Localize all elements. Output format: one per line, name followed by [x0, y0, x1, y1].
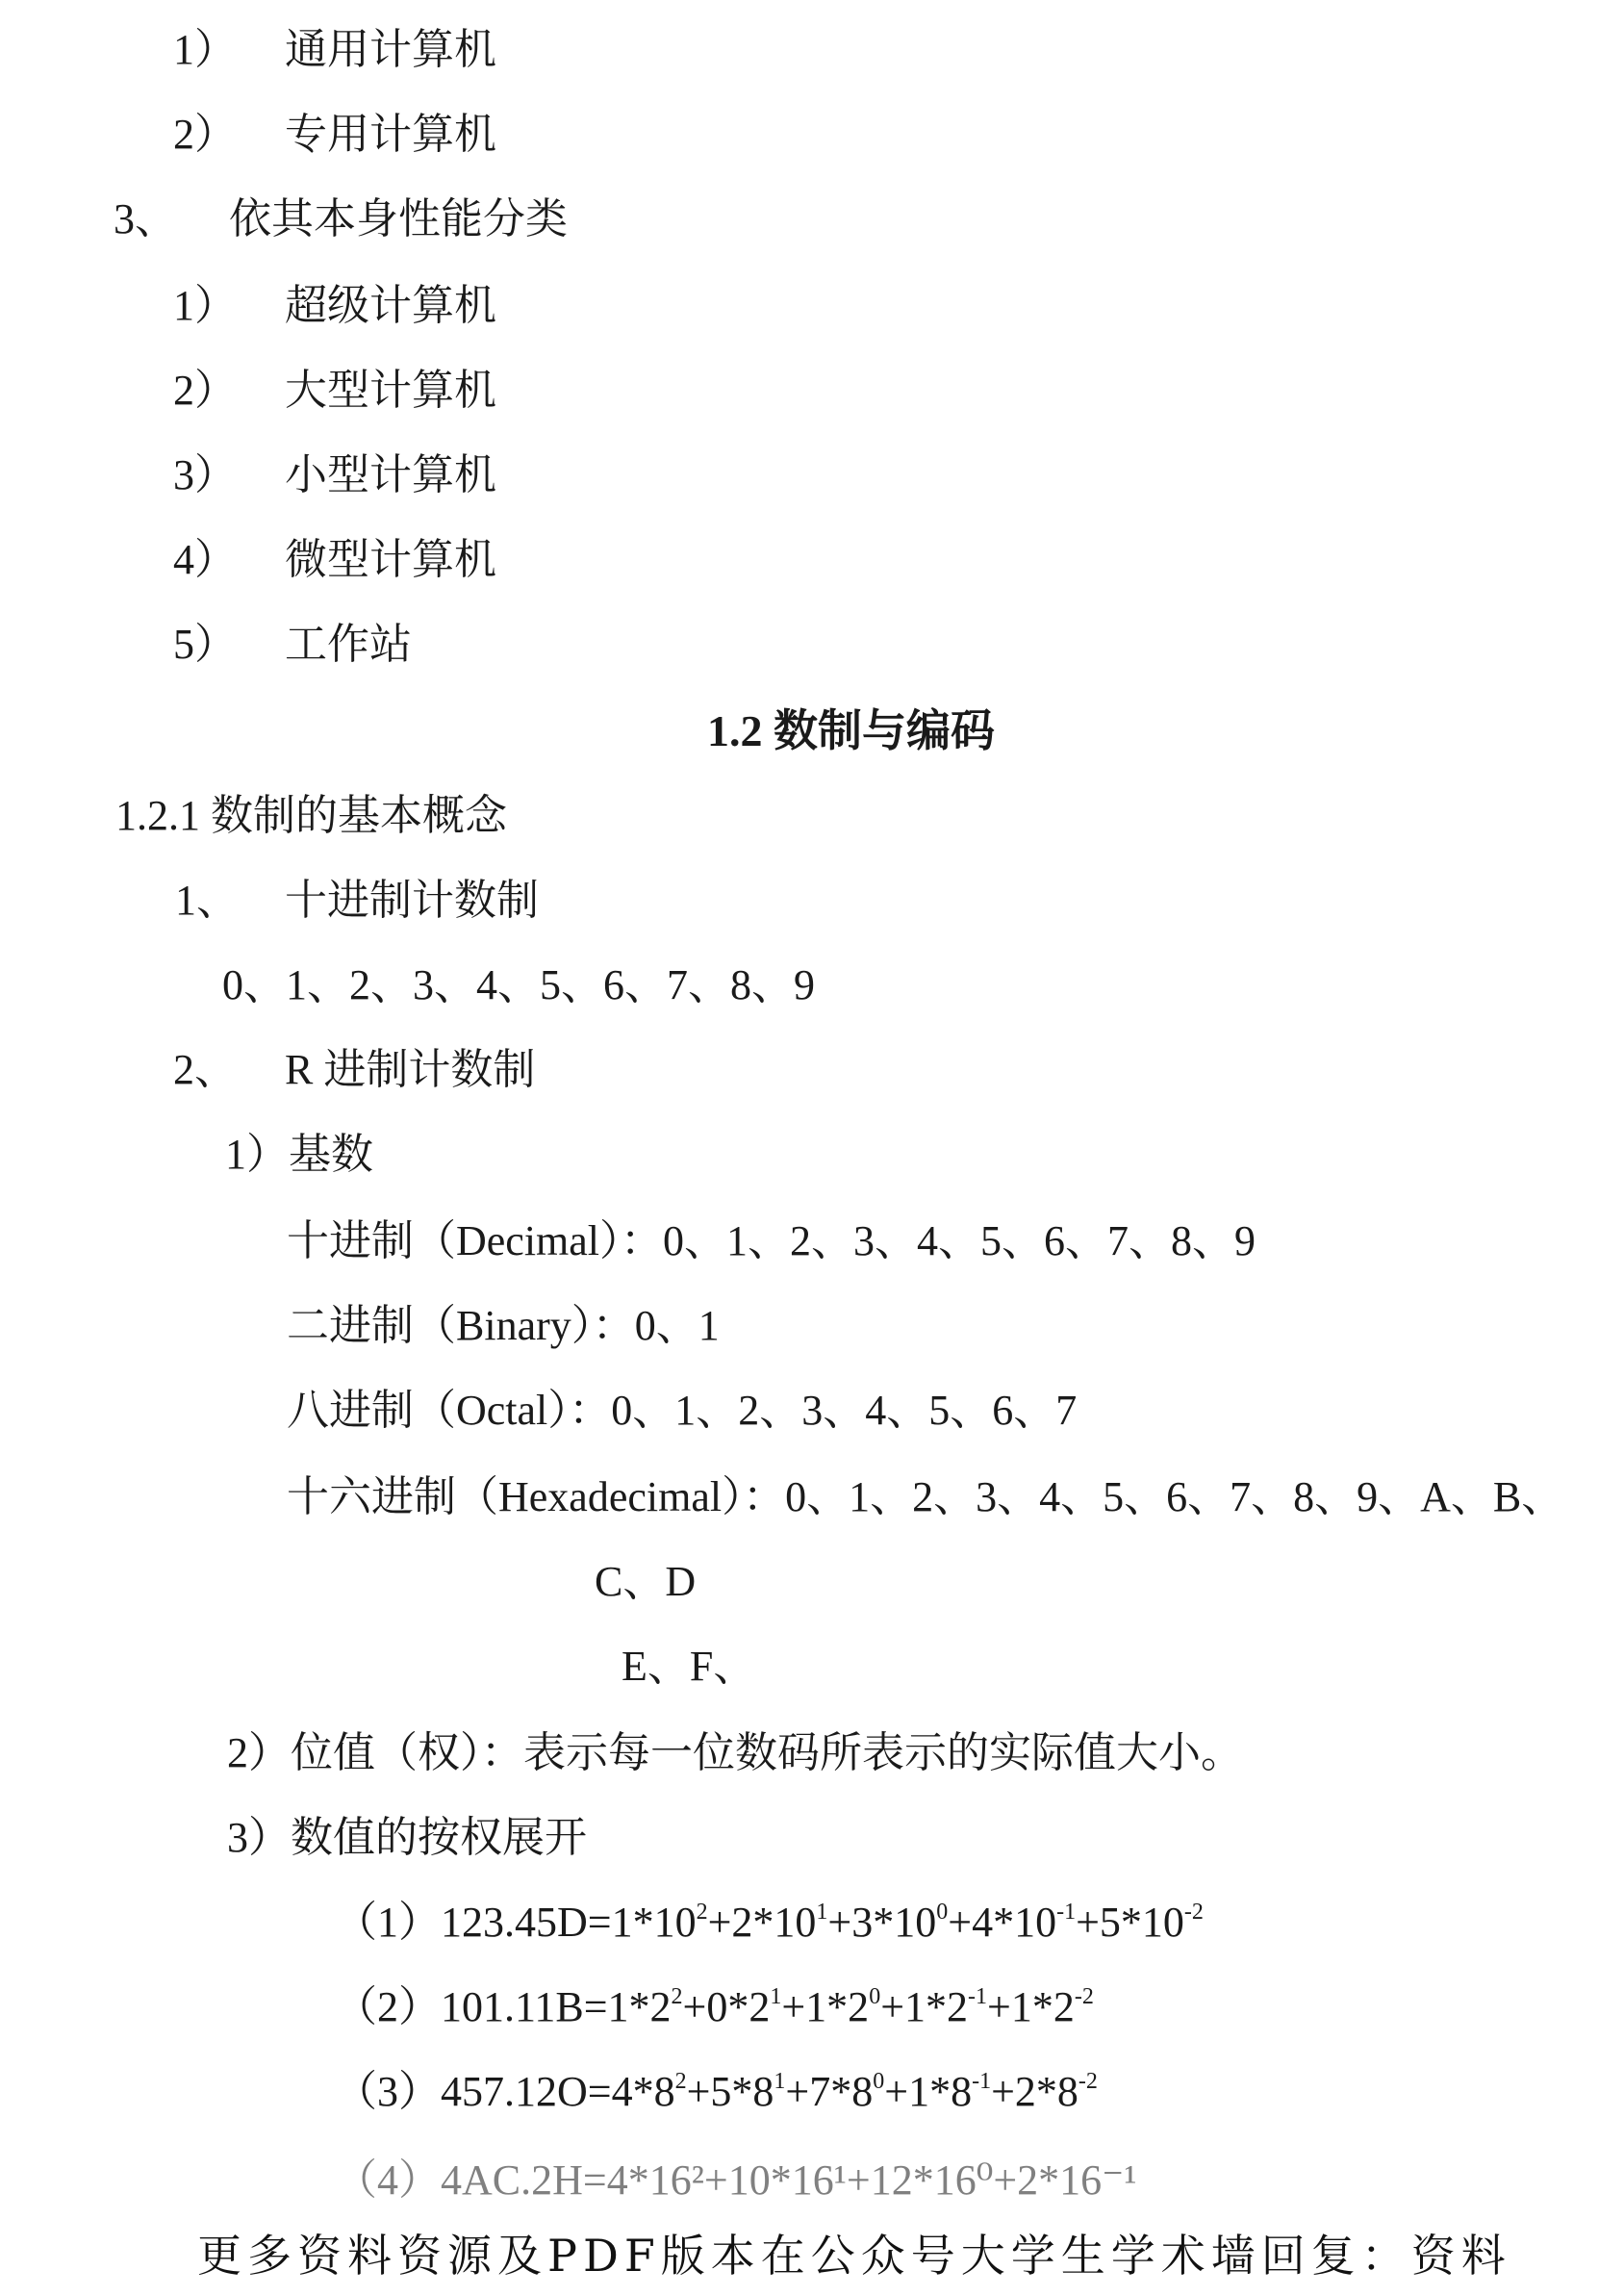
- digit-list: 0、1、2、3、4、5、6、7、8、9: [222, 961, 815, 1008]
- exponent: 0: [873, 2069, 885, 2095]
- section-number: 3、: [114, 195, 177, 242]
- item-text: 专用计算机: [285, 111, 496, 158]
- term: 1*10: [611, 1899, 697, 1946]
- base-binary: 二进制（Binary）：0、1: [287, 1302, 720, 1349]
- item-number: 1）: [173, 26, 237, 73]
- formula-lhs: 123.45D=: [441, 1899, 612, 1946]
- formula-lhs: 101.11B=: [441, 1983, 608, 2030]
- base-hex-continuation: E、F、: [622, 1643, 756, 1690]
- subsection-heading: 1.2.1 数制的基本概念: [115, 792, 507, 839]
- expansion-title: 3）数值的按权展开: [227, 1814, 587, 1861]
- exponent: 2: [696, 1900, 708, 1926]
- truncated-formula: [335, 2150, 1137, 2204]
- exponent: 2: [674, 2069, 687, 2095]
- expansion-formula: [335, 2065, 1098, 2119]
- exponent: 2: [671, 1984, 683, 2010]
- term: 1*2: [607, 1983, 672, 2030]
- expansion-formula: [335, 1896, 1204, 1950]
- term: +2*8: [991, 2068, 1078, 2115]
- exponent: 0: [936, 1900, 949, 1926]
- base-hex-continuation: C、D: [595, 1558, 697, 1605]
- expansion-formula: [335, 1980, 1094, 2034]
- item-text: 微型计算机: [285, 536, 496, 583]
- term: +3*10: [827, 1899, 937, 1946]
- term: +1*8: [884, 2068, 973, 2115]
- footer-notice: 更多资料资源及PDF版本在公众号大学生学术墙回复：资料: [197, 2230, 1511, 2282]
- section-heading: 1.2 数制与编码: [707, 706, 995, 755]
- term: +5*8: [686, 2068, 774, 2115]
- base-decimal: 十进制（Decimal）：0、1、2、3、4、5、6、7、8、9: [287, 1217, 1256, 1264]
- exponent: -1: [1056, 1900, 1077, 1926]
- exponent: 1: [816, 1900, 828, 1926]
- exponent: -1: [968, 1984, 988, 2010]
- exponent: -1: [972, 2069, 992, 2095]
- term: +2*10: [707, 1899, 817, 1946]
- item-text: 十进制计数制: [285, 877, 539, 924]
- term: +7*8: [785, 2068, 874, 2115]
- item-number: 4）: [173, 536, 237, 583]
- item-text: 通用计算机: [285, 26, 496, 73]
- exponent: -2: [1183, 1900, 1204, 1926]
- term: 4*8: [611, 2068, 675, 2115]
- item-number: 2）: [173, 367, 237, 414]
- formula-label: （1）: [335, 1899, 441, 1946]
- term: +1*2: [987, 1983, 1075, 2030]
- truncated-formula-text: （4）4AC.2H=4*16²+10*16¹+12*16⁰+2*16⁻¹: [335, 2156, 1137, 2204]
- item-text: 超级计算机: [285, 282, 496, 329]
- term: +4*10: [948, 1899, 1057, 1946]
- exponent: 1: [774, 2069, 786, 2095]
- item-text: 工作站: [285, 621, 412, 668]
- exponent: -2: [1078, 2069, 1098, 2095]
- term: +0*2: [682, 1983, 771, 2030]
- term: +1*2: [781, 1983, 870, 2030]
- position-value: 2）位值（权）：表示每一位数码所表示的实际值大小。: [227, 1729, 1243, 1776]
- item-number: 5）: [173, 621, 237, 668]
- item-number: 1）: [173, 282, 237, 329]
- term: +1*2: [880, 1983, 969, 2030]
- base-hex: 十六进制（Hexadecimal）：0、1、2、3、4、5、6、7、8、9、A、B、: [287, 1473, 1564, 1520]
- exponent: 1: [770, 1984, 782, 2010]
- item-text: 大型计算机: [285, 367, 496, 414]
- formula-lhs: 457.12O=: [441, 2068, 612, 2115]
- formula-label: （2）: [335, 1983, 441, 2030]
- base-octal: 八进制（Octal）：0、1、2、3、4、5、6、7: [287, 1387, 1078, 1434]
- exponent: -2: [1074, 1984, 1094, 2010]
- item-number: 2）: [173, 111, 237, 158]
- term: +5*10: [1076, 1899, 1184, 1946]
- section-text: 依其本身性能分类: [229, 195, 568, 242]
- item-number: 3）: [173, 451, 237, 498]
- item-number: 2、: [173, 1046, 237, 1093]
- item-number: 1、: [175, 877, 239, 924]
- formula-label: （3）: [335, 2068, 441, 2115]
- exponent: 0: [869, 1984, 881, 2010]
- item-text: R 进制计数制: [285, 1046, 536, 1093]
- base-title: 1）基数: [225, 1131, 373, 1178]
- item-text: 小型计算机: [285, 451, 496, 498]
